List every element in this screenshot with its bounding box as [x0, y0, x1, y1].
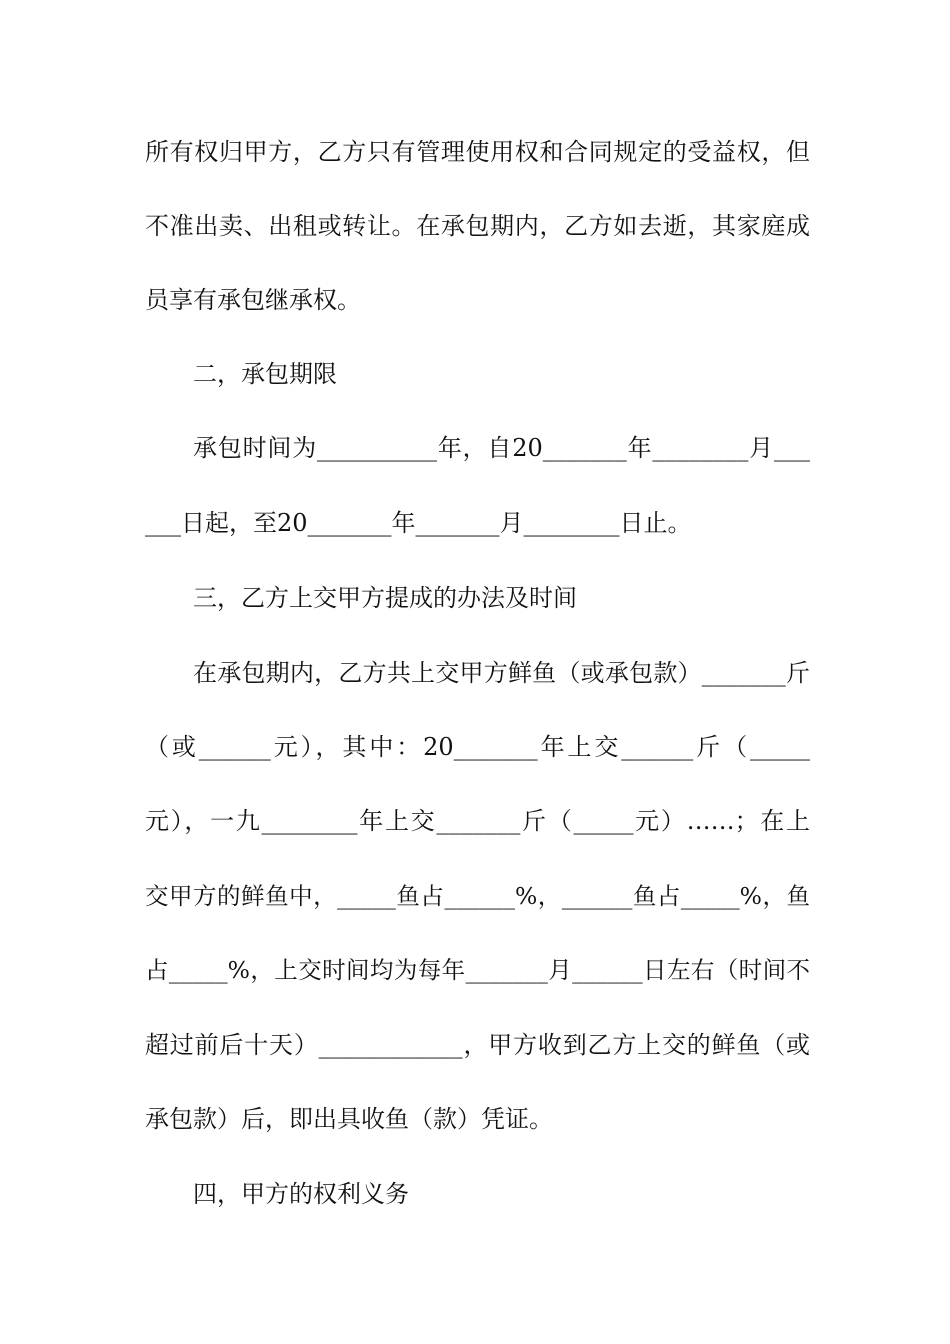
text-line: 超过前后十天）____________，甲方收到乙方上交的鲜鱼（或	[145, 1031, 810, 1059]
text-line: 员享有承包继承权。	[145, 286, 361, 314]
text-line: 元），一九________年上交_______斤（_____元）……；在上	[145, 807, 810, 835]
text-line: 承包款）后，即出具收鱼（款）凭证。	[145, 1105, 553, 1133]
text-line: 不准出卖、出租或转让。在承包期内，乙方如去逝，其家庭成	[145, 212, 810, 240]
text-line: 承包时间为__________年，自20_______年________月___	[193, 434, 810, 462]
section-heading: 四，甲方的权利义务	[193, 1180, 409, 1208]
text-line: 占_____%，上交时间均为每年_______月______日左右（时间不	[145, 956, 810, 984]
text-line: 交甲方的鲜鱼中，_____鱼占______%，______鱼占_____%，鱼	[145, 882, 810, 910]
text-line: ___日起，至20_______年_______月________日止。	[145, 509, 692, 537]
text-line: 在承包期内，乙方共上交甲方鲜鱼（或承包款）_______斤	[193, 659, 810, 687]
section-heading: 三，乙方上交甲方提成的办法及时间	[193, 584, 577, 612]
section-heading: 二，承包期限	[193, 360, 337, 388]
text-line: 所有权归甲方，乙方只有管理使用权和合同规定的受益权，但	[145, 138, 810, 166]
text-line: （或______元），其中：20_______年上交______斤（_____	[145, 733, 810, 761]
